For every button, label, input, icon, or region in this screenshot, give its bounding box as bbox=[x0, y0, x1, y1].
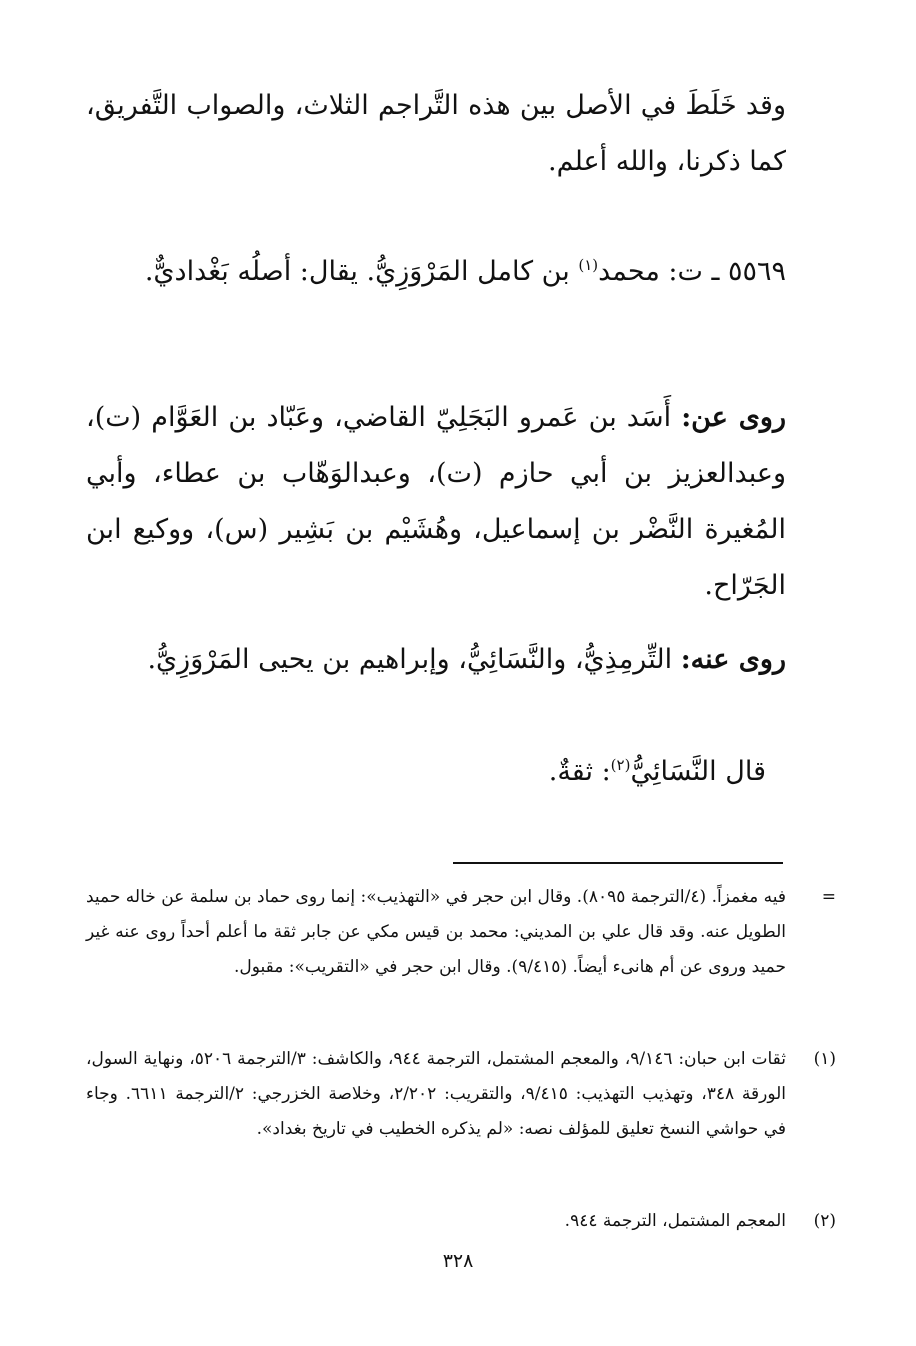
footnote-marker: (٢) bbox=[813, 1211, 836, 1231]
entry-prefix: ـ ت: محمد bbox=[598, 256, 720, 287]
narrated-from-label: روى عن: bbox=[681, 402, 786, 433]
narrated-from-text: أَسَد بن عَمرو البَجَلِيّ القاضي، وعَبّاد بن العَوَّام (ت)، وعبدالعزيز بن أبي حازم (ت)، وعبدالوَهّاب بن عطاء، وأبي المُغيرة النَّضْر بن إسماعيل، وهُشَيْم بن بَشِير (س)، ووكيع ابن الجَرّاح. bbox=[86, 402, 786, 601]
nasai-rest: : ثقةٌ. bbox=[548, 756, 611, 787]
footnote-continued bbox=[86, 880, 836, 985]
footnote-divider bbox=[453, 862, 783, 864]
narrated-by-label: روى عنه: bbox=[680, 644, 786, 675]
footnote-marker: = bbox=[821, 887, 836, 907]
footnote-2 bbox=[86, 1204, 836, 1239]
footnote-marker: (١) bbox=[813, 1049, 836, 1069]
footnote-text: المعجم المشتمل، الترجمة ٩٤٤. bbox=[564, 1211, 786, 1231]
paragraph-narrated-from bbox=[86, 390, 786, 614]
footnote-1 bbox=[86, 1042, 836, 1147]
footnote-ref-2[interactable]: (٢) bbox=[610, 756, 631, 774]
page-number: ٣٢٨ bbox=[442, 1250, 474, 1272]
entry-rest: بن كامل المَرْوَزِيُّ. يقال: أصلُه بَغْداديٌّ. bbox=[144, 256, 570, 287]
footnote-text: فيه مغمزاً. (٤/الترجمة ٨٠٩٥). وقال ابن حجر في «التهذيب»: إنما روى حماد بن سلمة عن خاله حميد الطويل عنه. وقد قال علي بن المديني: محمد بن قيس مكي عن جابر ثقة ما أعلم أحداً روى عنه غير حميد وروى عن أم هانىء أيضاً. (٩/٤١٥). وقال ابن حجر في «التقريب»: مقبول. bbox=[86, 887, 787, 977]
footnote-text: ثقات ابن حبان: ٩/١٤٦، والمعجم المشتمل، الترجمة ٩٤٤، والكاشف: ٣/الترجمة ٥٢٠٦، ونهاية السول، الورقة ٣٤٨، وتهذيب التهذيب: ٩/٤١٥، والتقريب: ٢/٢٠٢، وخلاصة الخزرجي: ٢/الترجمة ٦٦١١. وجاء في حواشي النسخ تعليق للمؤلف نصه: «لم يذكره الخطيب في تاريخ بغداد». bbox=[86, 1049, 787, 1139]
paragraph-intro bbox=[86, 78, 786, 190]
paragraph-nasai-statement bbox=[66, 744, 766, 800]
narrated-by-text: التِّرمِذِيُّ، والنَّسَائِيُّ، وإبراهيم بن يحيى المَرْوَزِيُّ. bbox=[147, 644, 673, 675]
paragraph-intro-text: وقد خَلَطَ في الأصل بين هذه التَّراجم الثلاث، والصواب التَّفريق، كما ذكرنا، والله أعلم. bbox=[86, 90, 786, 177]
footnote-ref-1[interactable]: (١) bbox=[578, 256, 599, 274]
nasai-prefix: قال النَّسَائِيُّ bbox=[630, 756, 766, 787]
paragraph-entry-heading bbox=[86, 244, 786, 300]
paragraph-narrated-by bbox=[86, 632, 786, 688]
entry-number: ٥٥٦٩ bbox=[727, 256, 786, 287]
